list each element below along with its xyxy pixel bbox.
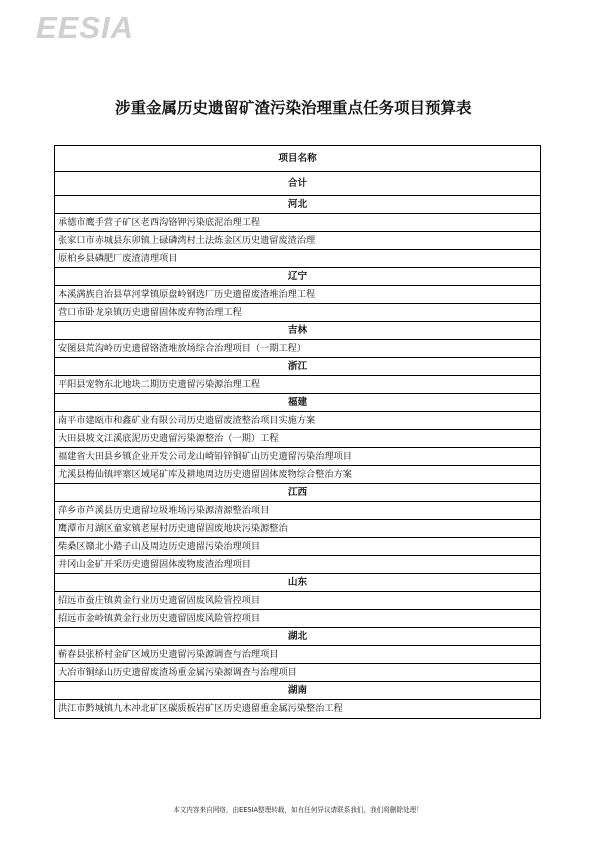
disclaimer-footer: 本文内容来自网络，由EESIA整理转载，如有任何异议请联系我们，我们将删除处理！ [173, 806, 423, 814]
province-row: 湖南 [55, 682, 540, 700]
table-header: 项目名称 [55, 146, 540, 172]
project-row: 安图县荒沟岭历史遗留铬渣堆放场综合治理项目（一期工程） [55, 340, 540, 358]
province-row: 山东 [55, 574, 540, 592]
project-row: 营口市卧龙泉镇历史遗留固体废弃物治理工程 [55, 304, 540, 322]
project-row: 大田县坡文江溪底泥历史遗留污染源整治（一期）工程 [55, 430, 540, 448]
project-row: 大冶市铜绿山历史遗留废渣场重金属污染源调查与治理项目 [55, 664, 540, 682]
province-row: 辽宁 [55, 268, 540, 286]
project-row: 柴桑区赣北小踏子山及周边历史遗留污染治理项目 [55, 538, 540, 556]
eesia-logo: EESIA [36, 10, 135, 45]
budget-table [54, 145, 541, 719]
province-row: 湖北 [55, 628, 540, 646]
project-row: 平阳县宠物东北地块二期历史遗留污染源治理工程 [55, 376, 540, 394]
province-row: 河北 [55, 196, 540, 214]
project-row: 萍乡市芦溪县历史遗留垃圾堆场污染源清源整治项目 [55, 502, 540, 520]
project-row: 尤溪县梅仙镇坪寨区域尾矿库及耕地周边历史遗留固体废物综合整治方案 [55, 466, 540, 484]
project-row: 南平市建瓯市和鑫矿业有限公司历史遗留废渣整治项目实施方案 [55, 412, 540, 430]
project-row: 张家口市赤城县东卯镇上碌磷湾村土法炼金区历史遗留废渣治理 [55, 232, 540, 250]
project-row: 鹰潭市月湖区童家镇老屋村历史遗留固废地块污染源整治 [55, 520, 540, 538]
province-row: 江西 [55, 484, 540, 502]
province-row: 福建 [55, 394, 540, 412]
project-row: 本溪满族自治县草河掌镇原盘岭钢选厂历史遗留废渣堆治理工程 [55, 286, 540, 304]
project-row: 招远市金岭镇黄金行业历史遗留固废风险管控项目 [55, 610, 540, 628]
page-title: 涉重金属历史遗留矿渣污染治理重点任务项目预算表 [115, 99, 472, 117]
project-row: 井冈山金矿开采历史遗留固体废物废渣治理项目 [55, 556, 540, 574]
province-row: 浙江 [55, 358, 540, 376]
project-row: 原柏乡县磷肥厂废渣清理项目 [55, 250, 540, 268]
project-row: 福建省大田县乡镇企业开发公司龙山崎铅锌铜矿山历史遗留污染治理项目 [55, 448, 540, 466]
province-row: 吉林 [55, 322, 540, 340]
project-row: 承德市鹰手营子矿区老西沟铬钾污染底泥治理工程 [55, 214, 540, 232]
project-row: 招远市蚕庄镇黄金行业历史遗留固废风险管控项目 [55, 592, 540, 610]
project-row: 蕲春县张桥村金矿区域历史遗留污染源调查与治理项目 [55, 646, 540, 664]
project-row: 洪江市黔城镇九木冲北矿区碳质板岩矿区历史遗留重金属污染整治工程 [58, 703, 343, 714]
total-row: 合计 [55, 172, 540, 196]
